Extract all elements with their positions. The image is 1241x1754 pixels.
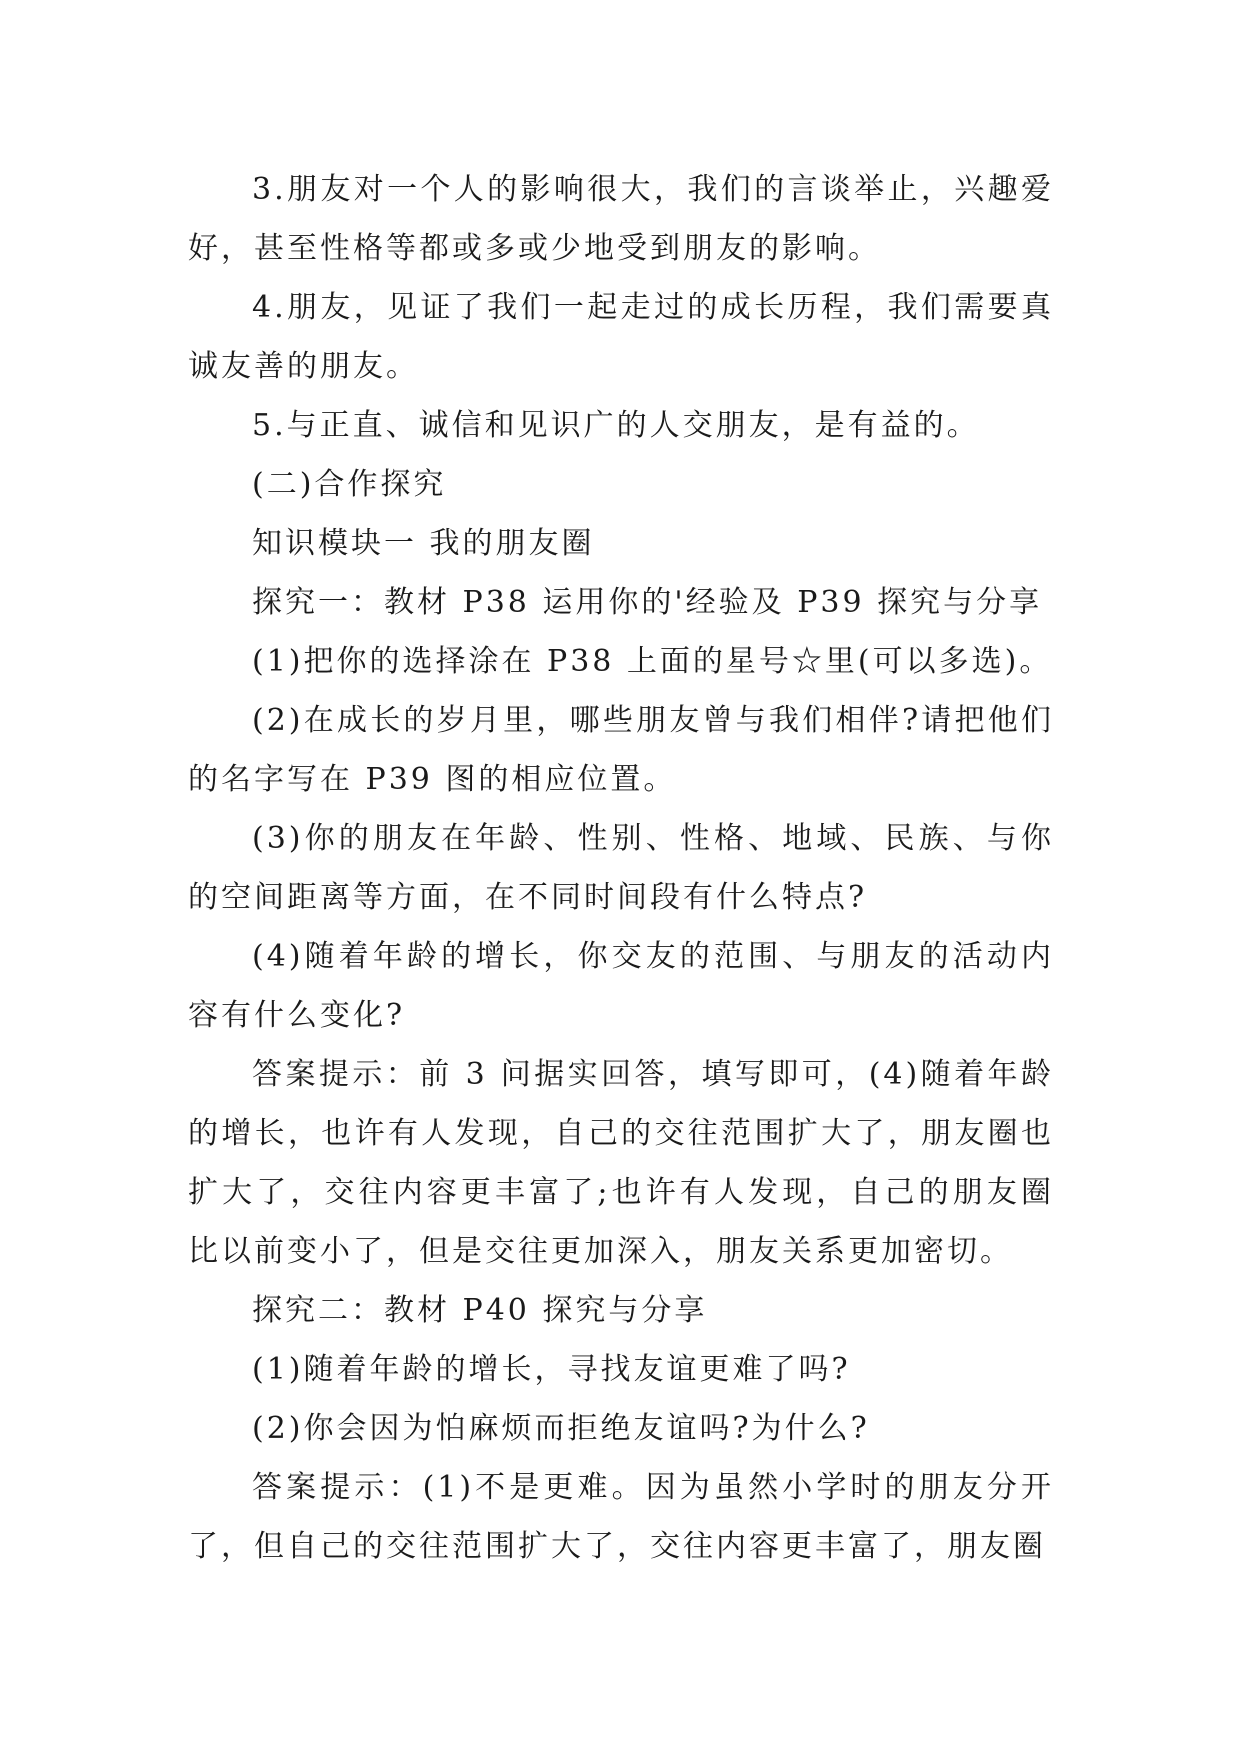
inquiry-two-heading: 探究二：教材 P40 探究与分享 — [252, 1293, 708, 1328]
document-body — [188, 160, 1054, 1576]
inquiry-two-question-2: (2)你会因为怕麻烦而拒绝友谊吗?为什么? — [252, 1411, 870, 1446]
inquiry-one-question-1: (1)把你的选择涂在 P38 上面的星号☆里(可以多选)。 — [252, 644, 1053, 679]
inquiry-two-question-1: (1)随着年龄的增长，寻找友谊更难了吗? — [252, 1352, 851, 1387]
inquiry-one-question-2: (2)在成长的岁月里，哪些朋友曾与我们相伴?请把他们的名字写在 P39 图的相应位置。 — [188, 703, 1054, 797]
inquiry-one-question-4: (4)随着年龄的增长，你交友的范围、与朋友的活动内容有什么变化? — [188, 939, 1054, 1033]
paragraph-point-5: 5.与正直、诚信和见识广的人交朋友，是有益的。 — [252, 408, 980, 443]
paragraph-point-4: 4.朋友，见证了我们一起走过的成长历程，我们需要真诚友善的朋友。 — [188, 290, 1054, 384]
inquiry-one-answer-hint: 答案提示：前 3 问据实回答，填写即可，(4)随着年龄的增长，也许有人发现，自己的交往范围扩大了，朋友圈也扩大了，交往内容更丰富了;也许有人发现，自己的朋友圈比以前变小了，但是交往更加深入，朋友关系更加密切。 — [188, 1057, 1054, 1269]
inquiry-one-question-3: (3)你的朋友在年龄、性别、性格、地域、民族、与你的空间距离等方面，在不同时间段有什么特点? — [188, 821, 1054, 915]
paragraph-point-3: 3.朋友对一个人的影响很大，我们的言谈举止，兴趣爱好，甚至性格等都或多或少地受到朋友的影响。 — [188, 172, 1054, 266]
inquiry-two-answer-hint: 答案提示：(1)不是更难。因为虽然小学时的朋友分开了，但自己的交往范围扩大了，交往内容更丰富了，朋友圈 — [188, 1470, 1054, 1564]
module-heading: 知识模块一 我的朋友圈 — [252, 526, 595, 561]
inquiry-one-heading: 探究一：教材 P38 运用你的'经验及 P39 探究与分享 — [252, 585, 1043, 620]
section-heading: (二)合作探究 — [252, 467, 447, 502]
